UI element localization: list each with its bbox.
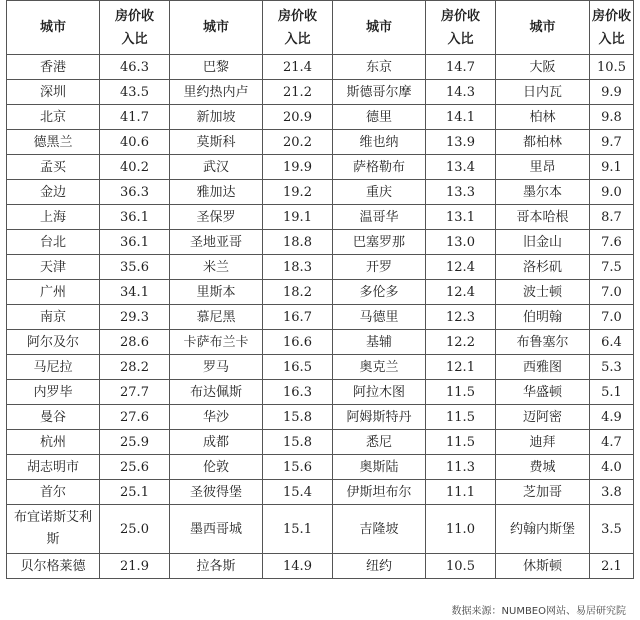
ratio-cell: 11.5 — [426, 430, 496, 455]
header-ratio — [263, 1, 333, 55]
ratio-cell: 16.6 — [263, 330, 333, 355]
city-cell-text: 布宜诺斯艾利斯 — [13, 510, 92, 547]
ratio-cell: 19.9 — [263, 155, 333, 180]
city-cell: 吉隆坡 — [333, 505, 426, 554]
ratio-cell: 21.9 — [100, 554, 170, 579]
ratio-cell: 5.3 — [590, 355, 634, 380]
ratio-cell: 15.4 — [263, 480, 333, 505]
ratio-cell: 18.8 — [263, 230, 333, 255]
table-row — [7, 105, 634, 130]
ratio-cell: 14.1 — [426, 105, 496, 130]
header-city — [333, 1, 426, 55]
ratio-cell: 13.3 — [426, 180, 496, 205]
header-line-2: 入比 — [284, 31, 311, 47]
table-row — [7, 430, 634, 455]
city-cell: 德黑兰 — [7, 130, 100, 155]
ratio-cell: 12.3 — [426, 305, 496, 330]
ratio-cell: 36.1 — [100, 205, 170, 230]
table-row — [7, 554, 634, 579]
ratio-cell: 3.5 — [590, 505, 634, 554]
city-cell: 迪拜 — [496, 430, 590, 455]
ratio-cell: 40.2 — [100, 155, 170, 180]
ratio-cell: 8.7 — [590, 205, 634, 230]
city-cell: 休斯顿 — [496, 554, 590, 579]
city-cell: 伊斯坦布尔 — [333, 480, 426, 505]
city-cell: 曼谷 — [7, 405, 100, 430]
city-cell: 奥斯陆 — [333, 455, 426, 480]
city-cell: 米兰 — [170, 255, 263, 280]
ratio-cell: 7.6 — [590, 230, 634, 255]
city-cell: 日内瓦 — [496, 80, 590, 105]
city-cell: 上海 — [7, 205, 100, 230]
ratio-cell: 7.0 — [590, 280, 634, 305]
table-row — [7, 255, 634, 280]
header-city — [170, 1, 263, 55]
city-cell: 洛杉矶 — [496, 255, 590, 280]
table-row — [7, 405, 634, 430]
city-cell: 都柏林 — [496, 130, 590, 155]
city-cell: 圣地亚哥 — [170, 230, 263, 255]
ratio-cell: 18.2 — [263, 280, 333, 305]
city-cell — [7, 505, 100, 554]
table-row — [7, 155, 634, 180]
ratio-cell: 11.3 — [426, 455, 496, 480]
ratio-cell: 10.5 — [590, 55, 634, 80]
ratio-cell: 20.9 — [263, 105, 333, 130]
city-cell: 内罗毕 — [7, 380, 100, 405]
ratio-cell: 29.3 — [100, 305, 170, 330]
city-cell: 费城 — [496, 455, 590, 480]
city-cell: 罗马 — [170, 355, 263, 380]
city-cell: 里约热内卢 — [170, 80, 263, 105]
ratio-cell: 9.8 — [590, 105, 634, 130]
ratio-cell: 4.0 — [590, 455, 634, 480]
ratio-cell: 19.1 — [263, 205, 333, 230]
ratio-cell: 27.6 — [100, 405, 170, 430]
ratio-cell: 4.9 — [590, 405, 634, 430]
ratio-cell: 35.6 — [100, 255, 170, 280]
ratio-cell: 36.1 — [100, 230, 170, 255]
city-cell: 伦敦 — [170, 455, 263, 480]
city-cell: 东京 — [333, 55, 426, 80]
city-cell: 慕尼黑 — [170, 305, 263, 330]
ratio-cell: 25.6 — [100, 455, 170, 480]
header-line-1: 城市 — [529, 20, 556, 35]
ratio-cell: 11.1 — [426, 480, 496, 505]
ratio-cell: 41.7 — [100, 105, 170, 130]
city-cell: 莫斯科 — [170, 130, 263, 155]
city-cell: 伯明翰 — [496, 305, 590, 330]
city-cell: 香港 — [7, 55, 100, 80]
city-cell: 巴塞罗那 — [333, 230, 426, 255]
ratio-cell: 12.4 — [426, 280, 496, 305]
ratio-cell: 4.7 — [590, 430, 634, 455]
table-row — [7, 230, 634, 255]
city-cell: 阿拉木图 — [333, 380, 426, 405]
table-body — [7, 55, 634, 579]
city-cell: 台北 — [7, 230, 100, 255]
table-row — [7, 80, 634, 105]
city-cell: 墨西哥城 — [170, 505, 263, 554]
ratio-cell: 28.6 — [100, 330, 170, 355]
table-row — [7, 180, 634, 205]
city-cell: 里斯本 — [170, 280, 263, 305]
table-row — [7, 505, 634, 554]
table-row — [7, 305, 634, 330]
ratio-cell: 7.5 — [590, 255, 634, 280]
ratio-cell: 15.8 — [263, 430, 333, 455]
header-line-1: 房价收 — [277, 8, 317, 24]
header-line-1: 城市 — [365, 20, 392, 35]
city-cell: 芝加哥 — [496, 480, 590, 505]
ratio-cell: 16.5 — [263, 355, 333, 380]
ratio-cell: 2.1 — [590, 554, 634, 579]
city-cell: 卡萨布兰卡 — [170, 330, 263, 355]
ratio-cell: 25.0 — [100, 505, 170, 554]
ratio-cell: 9.1 — [590, 155, 634, 180]
header-line-1: 城市 — [202, 20, 229, 35]
city-cell: 雅加达 — [170, 180, 263, 205]
table-row — [7, 355, 634, 380]
city-cell: 基辅 — [333, 330, 426, 355]
ratio-cell: 16.7 — [263, 305, 333, 330]
city-cell: 多伦多 — [333, 280, 426, 305]
ratio-cell: 25.9 — [100, 430, 170, 455]
city-cell: 巴黎 — [170, 55, 263, 80]
city-cell: 胡志明市 — [7, 455, 100, 480]
ratio-cell: 15.8 — [263, 405, 333, 430]
city-cell: 斯德哥尔摩 — [333, 80, 426, 105]
ratio-cell: 25.1 — [100, 480, 170, 505]
table-row — [7, 330, 634, 355]
ratio-cell: 20.2 — [263, 130, 333, 155]
ratio-cell: 13.0 — [426, 230, 496, 255]
city-cell: 孟买 — [7, 155, 100, 180]
city-cell: 迈阿密 — [496, 405, 590, 430]
city-cell: 拉各斯 — [170, 554, 263, 579]
header-ratio — [590, 1, 634, 55]
ratio-cell: 27.7 — [100, 380, 170, 405]
ratio-cell: 16.3 — [263, 380, 333, 405]
city-cell: 杭州 — [7, 430, 100, 455]
ratio-cell: 15.6 — [263, 455, 333, 480]
city-cell: 贝尔格莱德 — [7, 554, 100, 579]
header-line-2: 入比 — [121, 31, 148, 47]
ratio-cell: 7.0 — [590, 305, 634, 330]
city-cell: 维也纳 — [333, 130, 426, 155]
ratio-cell: 13.4 — [426, 155, 496, 180]
city-cell: 里昂 — [496, 155, 590, 180]
ratio-cell: 19.2 — [263, 180, 333, 205]
ratio-cell: 3.8 — [590, 480, 634, 505]
city-cell: 大阪 — [496, 55, 590, 80]
city-cell: 圣彼得堡 — [170, 480, 263, 505]
city-cell: 萨格勒布 — [333, 155, 426, 180]
city-cell: 天津 — [7, 255, 100, 280]
header-ratio — [100, 1, 170, 55]
city-cell: 波士顿 — [496, 280, 590, 305]
ratio-cell: 9.9 — [590, 80, 634, 105]
table-row — [7, 455, 634, 480]
city-cell: 圣保罗 — [170, 205, 263, 230]
table-row — [7, 380, 634, 405]
table-row — [7, 205, 634, 230]
header-line-1: 房价收 — [114, 8, 154, 24]
city-cell: 武汉 — [170, 155, 263, 180]
ratio-cell: 14.7 — [426, 55, 496, 80]
header-row — [7, 1, 634, 55]
city-cell: 金边 — [7, 180, 100, 205]
city-cell: 纽约 — [333, 554, 426, 579]
ratio-cell: 9.7 — [590, 130, 634, 155]
ratio-cell: 11.5 — [426, 405, 496, 430]
ratio-cell: 21.2 — [263, 80, 333, 105]
city-cell: 柏林 — [496, 105, 590, 130]
city-cell: 开罗 — [333, 255, 426, 280]
city-cell: 深圳 — [7, 80, 100, 105]
city-cell: 北京 — [7, 105, 100, 130]
ratio-cell: 5.1 — [590, 380, 634, 405]
header-city — [496, 1, 590, 55]
ratio-cell: 12.1 — [426, 355, 496, 380]
city-cell: 温哥华 — [333, 205, 426, 230]
city-cell: 布达佩斯 — [170, 380, 263, 405]
ratio-cell: 46.3 — [100, 55, 170, 80]
ratio-cell: 13.1 — [426, 205, 496, 230]
city-cell: 南京 — [7, 305, 100, 330]
ratio-cell: 15.1 — [263, 505, 333, 554]
ratio-cell: 18.3 — [263, 255, 333, 280]
city-cell: 奥克兰 — [333, 355, 426, 380]
city-cell: 华盛顿 — [496, 380, 590, 405]
header-line-1: 城市 — [39, 20, 66, 35]
table-row — [7, 280, 634, 305]
table-row — [7, 130, 634, 155]
ratio-cell: 6.4 — [590, 330, 634, 355]
city-cell: 墨尔本 — [496, 180, 590, 205]
city-cell: 成都 — [170, 430, 263, 455]
ratio-cell: 11.0 — [426, 505, 496, 554]
source-note: 数据来源：NUMBEO网站、易居研究院 — [451, 606, 626, 617]
header-city — [7, 1, 100, 55]
ratio-cell: 12.4 — [426, 255, 496, 280]
city-cell: 哥本哈根 — [496, 205, 590, 230]
ratio-cell: 34.1 — [100, 280, 170, 305]
city-cell: 马尼拉 — [7, 355, 100, 380]
ratio-cell: 12.2 — [426, 330, 496, 355]
city-cell: 华沙 — [170, 405, 263, 430]
ratio-cell: 11.5 — [426, 380, 496, 405]
city-cell: 布鲁塞尔 — [496, 330, 590, 355]
ratio-cell: 10.5 — [426, 554, 496, 579]
city-cell: 德里 — [333, 105, 426, 130]
ratio-cell: 13.9 — [426, 130, 496, 155]
city-cell: 广州 — [7, 280, 100, 305]
city-cell: 重庆 — [333, 180, 426, 205]
ratio-cell: 14.9 — [263, 554, 333, 579]
table-row — [7, 55, 634, 80]
header-line-1: 房价收 — [440, 8, 480, 24]
ratio-cell: 21.4 — [263, 55, 333, 80]
header-line-1: 房价收 — [591, 8, 631, 24]
price-income-ratio-table — [6, 0, 634, 579]
ratio-cell: 43.5 — [100, 80, 170, 105]
ratio-cell: 40.6 — [100, 130, 170, 155]
header-ratio — [426, 1, 496, 55]
table-row — [7, 480, 634, 505]
city-cell: 新加坡 — [170, 105, 263, 130]
ratio-cell: 28.2 — [100, 355, 170, 380]
header-line-2: 入比 — [598, 31, 625, 47]
city-cell: 阿姆斯特丹 — [333, 405, 426, 430]
header-line-2: 入比 — [447, 31, 474, 47]
ratio-cell: 14.3 — [426, 80, 496, 105]
ratio-cell: 9.0 — [590, 180, 634, 205]
ratio-cell: 36.3 — [100, 180, 170, 205]
city-cell: 旧金山 — [496, 230, 590, 255]
city-cell: 马德里 — [333, 305, 426, 330]
city-cell: 西雅图 — [496, 355, 590, 380]
city-cell: 悉尼 — [333, 430, 426, 455]
city-cell: 首尔 — [7, 480, 100, 505]
city-cell: 阿尔及尔 — [7, 330, 100, 355]
city-cell: 约翰内斯堡 — [496, 505, 590, 554]
